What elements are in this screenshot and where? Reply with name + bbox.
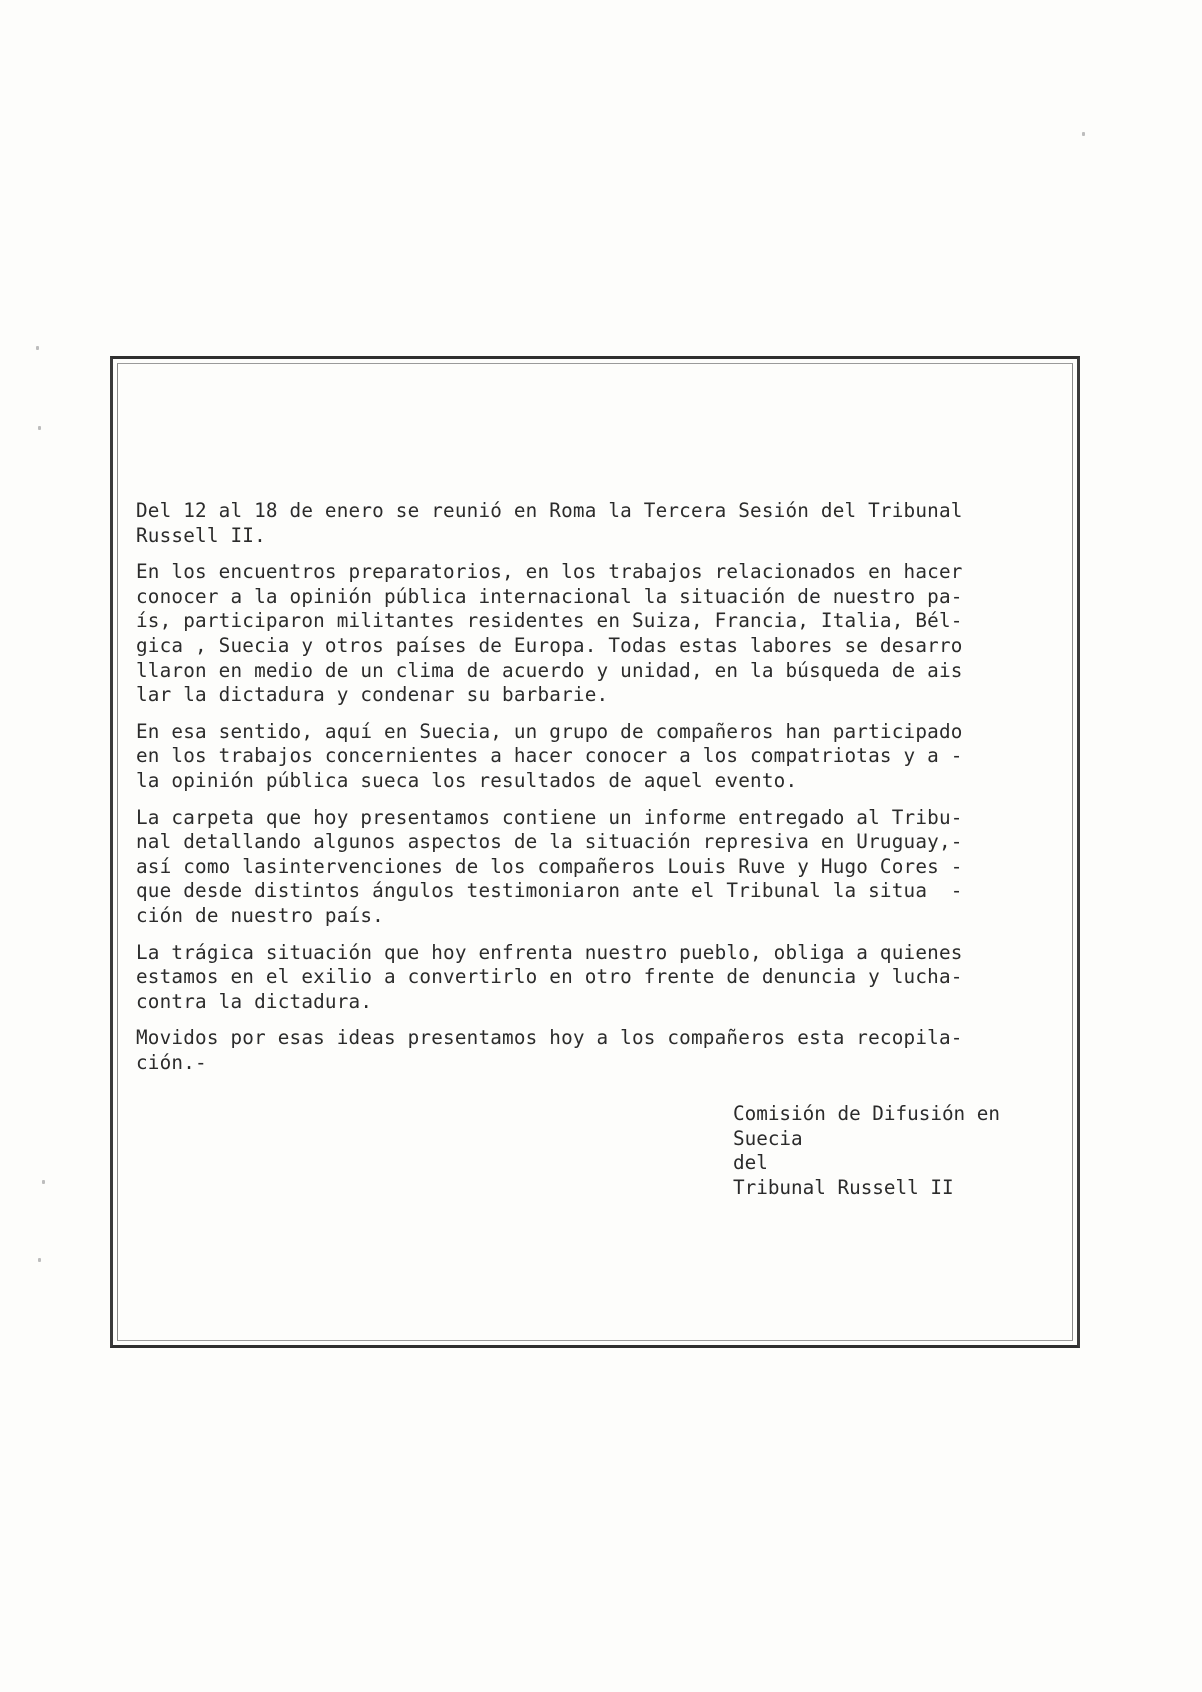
margin-speck <box>36 346 39 350</box>
text-line: estamos en el exilio a convertirlo en otro frente de denuncia y lucha- <box>136 965 963 989</box>
paragraph-6 <box>136 1026 1036 1075</box>
paragraph-2 <box>136 560 1036 708</box>
text-line: La carpeta que hoy presentamos contiene un informe entregado al Tribu- <box>136 805 963 829</box>
letter-body <box>136 499 1036 1087</box>
paragraph-4 <box>136 806 1036 929</box>
paragraph-1 <box>136 499 1036 548</box>
paragraph-5 <box>136 941 1036 1015</box>
signature-line: del <box>733 1151 768 1175</box>
text-line: lar la dictadura y condenar su barbarie. <box>136 683 609 707</box>
text-line: En los encuentros preparatorios, en los trabajos relacionados en hacer <box>136 560 963 584</box>
text-line: Russell II. <box>136 523 266 547</box>
text-line: que desde distintos ángulos testimoniaron ante el Tribunal la situa - <box>136 879 963 903</box>
text-line: contra la dictadura. <box>136 989 373 1013</box>
signature-line: Suecia <box>733 1126 803 1150</box>
margin-speck <box>42 1180 45 1184</box>
text-line: ís, participaron militantes residentes en Suiza, Francia, Italia, Bél- <box>136 609 963 633</box>
text-line: Del 12 al 18 de enero se reunió en Roma la Tercera Sesión del Tribunal <box>136 499 963 522</box>
text-line: gica , Suecia y otros países de Europa. Todas estas labores se desarro <box>136 633 963 657</box>
margin-speck <box>1082 132 1085 136</box>
paragraph-3 <box>136 720 1036 794</box>
text-line: en los trabajos concernientes a hacer conocer a los compatriotas y a - <box>136 744 963 768</box>
signature-line: Comisión de Difusión en <box>733 1102 1000 1125</box>
text-line: Movidos por esas ideas presentamos hoy a los compañeros esta recopila- <box>136 1026 963 1050</box>
signature-line: Tribunal Russell II <box>733 1175 954 1199</box>
text-line: En esa sentido, aquí en Suecia, un grupo de compañeros han participado <box>136 719 963 743</box>
text-line: nal detallando algunos aspectos de la situación represiva en Uruguay,- <box>136 830 963 854</box>
text-line: conocer a la opinión pública internacional la situación de nuestro pa- <box>136 584 963 608</box>
text-line: ción de nuestro país. <box>136 903 384 927</box>
text-line: llaron en medio de un clima de acuerdo y unidad, en la búsqueda de ais <box>136 658 963 682</box>
margin-speck <box>38 1258 41 1262</box>
text-line: La trágica situación que hoy enfrenta nuestro pueblo, obliga a quienes <box>136 940 963 964</box>
text-line: así como lasintervenciones de los compañeros Louis Ruve y Hugo Cores - <box>136 854 963 878</box>
signature-block <box>733 1102 1000 1200</box>
margin-speck <box>38 426 41 430</box>
text-line: ción.- <box>136 1050 207 1074</box>
text-line: la opinión pública sueca los resultados de aquel evento. <box>136 768 798 792</box>
